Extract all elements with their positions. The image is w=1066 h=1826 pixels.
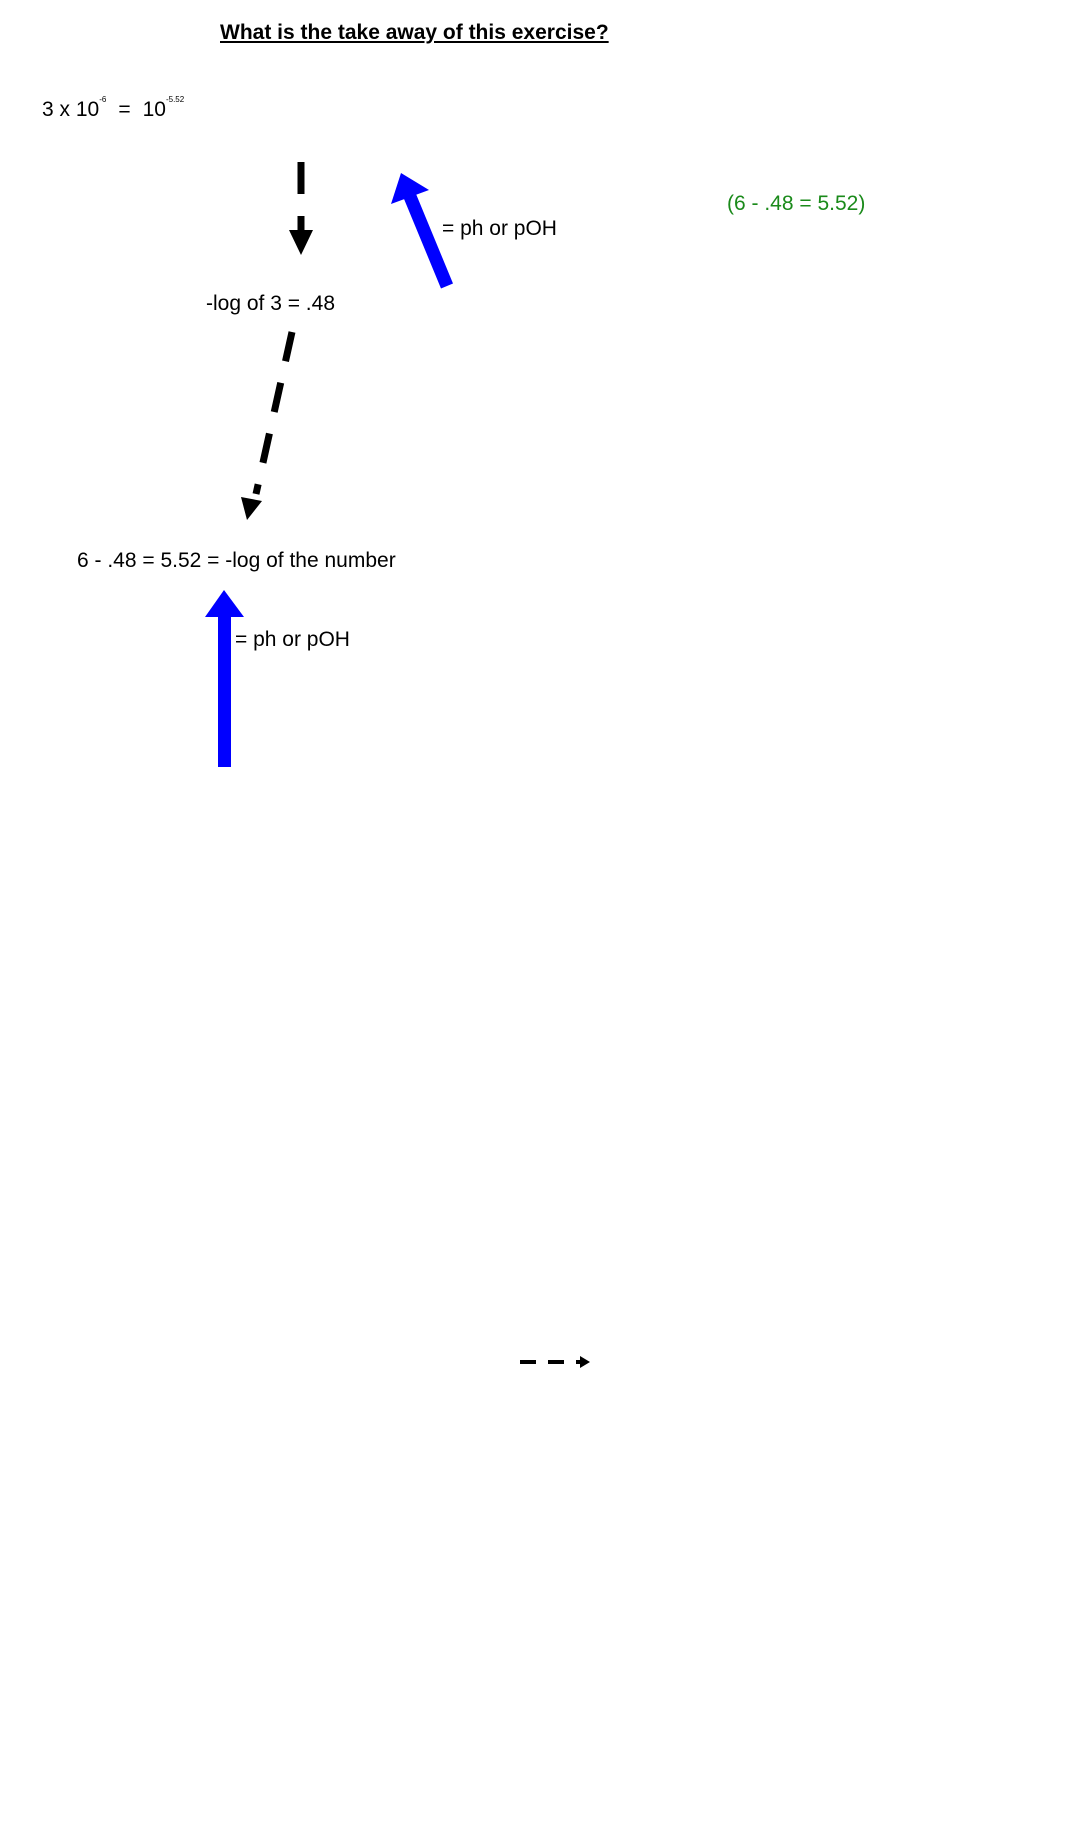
equation-equals: = [118, 98, 131, 121]
log-step-text: -log of 3 = .48 [206, 292, 336, 315]
equation-base-right: 10 [142, 98, 166, 121]
dashed-right-arrow-icon [520, 1356, 590, 1368]
green-calculation-note: (6 - .48 = 5.52) [727, 192, 866, 215]
equation-base-left: 3 x 10 [42, 98, 100, 121]
equation-exponent-left: -6 [99, 95, 107, 104]
dashed-diagonal-arrow-icon [241, 332, 292, 520]
ph-label-upper: = ph or pOH [442, 217, 557, 240]
blue-diagonal-up-arrow-icon [391, 173, 447, 286]
dashed-down-arrow-icon [289, 162, 313, 255]
ph-label-lower: = ph or pOH [235, 628, 350, 651]
page-heading: What is the take away of this exercise? [220, 21, 609, 44]
equation-exponent-right: -5.52 [165, 95, 185, 104]
result-line-text: 6 - .48 = 5.52 = -log of the number [77, 549, 396, 572]
blue-up-arrow-icon [205, 590, 244, 767]
